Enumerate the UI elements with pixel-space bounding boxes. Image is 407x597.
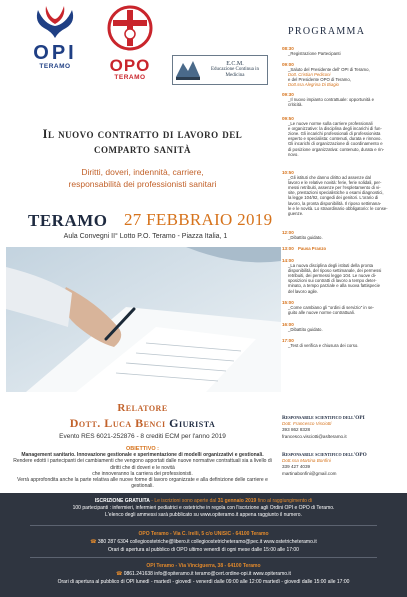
program-item: 09:50 _Le nuove norme sulla carriere professionali e organizzative: la disciplina degli incarichi di fun- zione. Gli incarichi professionali di professionista esperto e specialista: contenuti, durata e rinnovo. Gli incarichi di organizzazione di coordinamento e di posizione organizzativa: contenuto, durata e rin- novo. <box>282 116 385 157</box>
event-subtitle-line1: Diritti, doveri, indennità, carriere, <box>81 167 204 177</box>
responsabile-opo: Responsabile scientifico dell'OPO Dott.ssa Martina Bonfini 339 427 4039 martinabonfini@gmail.com <box>282 452 367 476</box>
program-item: 16:00 _Dibattito guidato. <box>282 322 323 333</box>
relatore-name <box>10 416 275 431</box>
program-list <box>282 46 402 386</box>
event-title-line1: Il nuovo contratto di lavoro del <box>42 127 243 141</box>
ecm-emblem-icon <box>173 57 203 83</box>
opo-emblem-icon <box>103 4 157 52</box>
iscrizione-line1: ISCRIZIONE GRATUITA - Le iscrizioni sono aperte dal 31 gennaio 2019 fino al raggiungimento di <box>94 498 313 504</box>
program-heading: PROGRAMMA <box>288 26 366 37</box>
opo-logo-text: OPO <box>109 56 151 75</box>
event-subtitle <box>20 166 265 190</box>
event-title <box>10 127 275 157</box>
obiettivo-line3: che innoveranno la carriera dei professionisti. <box>92 470 193 477</box>
program-item: 17:00 _Test di verifica e chiusura dei corso. <box>282 338 359 349</box>
event-date: 27 FEBBRAIO 2019 <box>124 210 273 229</box>
program-item-pausa: 13:00 Pausa Pranzo <box>282 246 327 251</box>
program-item: 12:00 _Dibattito guidato. <box>282 230 323 241</box>
program-item: 15:00 _Come cambiano gli "ordini di servizio" in se- guito alle nuove norme contrattuali. <box>282 300 374 316</box>
responsabile-opi: Responsabile scientifico dell'OPI Dott. Francesco Visciotti 393 862 8328 francesco.visciotti@aslteramo.it <box>282 415 365 439</box>
program-item: 09:30 _Il nuovo impianto contrattuale: opportunità e criticità. <box>282 92 374 108</box>
phone-icon: ☎ <box>90 539 97 545</box>
obiettivo-line1: Management sanitario. Innovazione gestionale e sperimentazione di modelli organizzativi e gestionali. <box>21 452 264 459</box>
opi-hours: Orari di apertura al pubblico di OPI lunedì - martedì - giovedì - venerdì dalle 09:00 alle 12:00 martedì - giovedì dalle 15:00 alle 17:00 <box>57 579 350 585</box>
contract-signing-photo <box>6 247 281 392</box>
iscrizione-line3: L'elenco degli ammessi sarà pubblicato su www.opiteramo.it appena raggiunto il numero. <box>105 512 302 518</box>
ecm-logo <box>172 55 268 85</box>
program-item: 10:50 _Gli istituti che danno diritto ad assenze dal lavoro e le relative novità: ferie, ferie solidali, per- messi retribuiti, assenze per l'espletamento di vi- site, prestazioni specialistiche o esami diagnostici, la legge 104/92, congedi dei genitori. L'orario di lavoro, la pronta disponibilità. Il riposo settimana- le e le novità. Lo straordinario obbligatorio: le conse- guenze. <box>282 170 388 216</box>
relatore-heading: Relatore <box>117 402 168 414</box>
iscrizione-line2: 100 partecipanti : infermieri, infermieri pediatrici e ostetriche in regola con l'iscrizione agli Ordini OPI e OPO di Teramo. <box>72 505 335 511</box>
opo-contacts: ☎ 380 287 6304 collegioostetriche@libero.it collegioostetricheteramo@pec.it www.ostetricheteramo.it <box>90 539 317 545</box>
opo-logo <box>97 4 163 81</box>
event-subtitle-line2: responsabilità dei professionisti sanitari <box>68 179 217 189</box>
obiettivo-line2: Rendere edotti i partecipanti dei cambiamenti che vengono apportati dalle nuove normative contrattuali sia a livello di diritti che di doveri e le novità <box>13 458 272 471</box>
event-city: TERAMO <box>28 211 108 230</box>
obiettivo-heading: OBIETTIVO : <box>126 446 159 452</box>
event-title-line2: comparto sanità <box>94 142 191 156</box>
relatore-fullname: Dott. Luca Benci <box>69 416 166 430</box>
opi-address: OPI Teramo - Via Vinciguerra, 38 - 64100 Teramo <box>146 563 261 569</box>
opo-address: OPO Teramo - Via C. Irelli, 5 c/o UNISIC - 64100 Teramo <box>138 531 269 537</box>
relatore-role: Giurista <box>169 416 216 430</box>
opi-logo-sub: TERAMO <box>39 63 71 70</box>
phone-icon: ☎ <box>116 571 123 577</box>
opo-hours: Orari di apertura al pubblico di OPO ultimo venerdì di ogni mese dalle 15:00 alle 17:00 <box>108 547 299 553</box>
ecm-subtitle: Educazione Continua in Medicina <box>210 67 260 78</box>
opi-emblem-icon <box>32 4 78 38</box>
opi-logo <box>20 4 90 70</box>
program-item: 08:30 _Registrazione Partecipanti <box>282 46 341 57</box>
program-item: 09:00 _Saluto del Presidente dell' OPI di Teramo, Dott. Cristian Pediconi e del Presidente OPO di Teramo, Dott.ssa Alegrina Di Biagio <box>282 62 370 88</box>
opi-logo-text: OPI <box>33 42 77 64</box>
evento-ecm: Evento RES 6021-252876 - 8 crediti ECM per l'anno 2019 <box>59 433 226 440</box>
event-venue: Aula Convegni II° Lotto P.O. Teramo - Piazza Italia, 1 <box>63 233 228 240</box>
opo-logo-sub: TERAMO <box>114 74 146 81</box>
footer-band <box>0 493 407 597</box>
program-item: 14:00 _La nuova disciplina degli istituti della pronta disponibilità, del riposo settimanale, dei permessi retribuiti, dei permessi legge 104. Le nuove di- sposizioni sui contratti di lavoro a tempo deter- minato, a tempo parziale e alla nuova fattispecie del lavoro agile. <box>282 258 382 294</box>
opi-contacts: ☎ 0861.241638 info@opiteramo.it teramo@cert.ordine-opi.it www.opiteramo.it <box>116 571 291 577</box>
ecm-title: E.C.M. <box>226 61 244 67</box>
obiettivo-line4: Verrà approfondita anche la parte relativa alle nuove forme di lavoro organizzate e alla definizione delle carriere e gestionali. <box>17 477 268 490</box>
obiettivo-section <box>10 446 275 489</box>
